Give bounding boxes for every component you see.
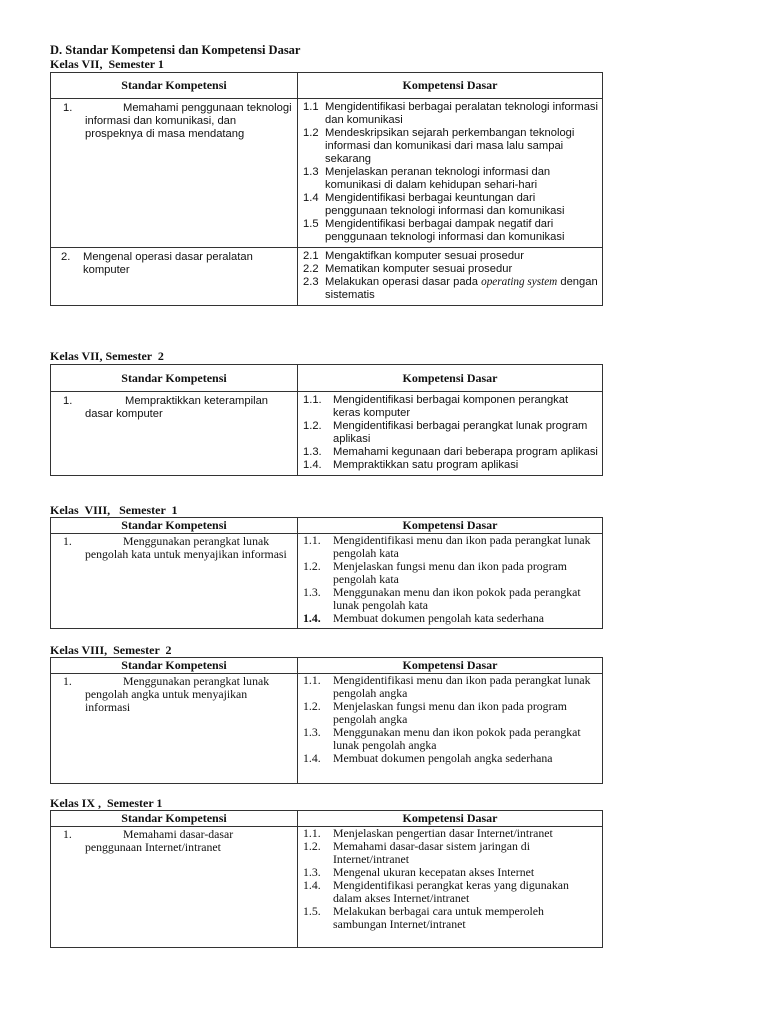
list-item	[303, 218, 598, 244]
kd-text: Mengidentifikasi berbagai komponen perangkat keras komputer	[333, 394, 569, 419]
list-item	[303, 586, 598, 612]
column-header-kompetensi-dasar: Kompetensi Dasar	[298, 518, 603, 534]
column-header-kompetensi-dasar: Kompetensi Dasar	[298, 365, 603, 392]
sk-text: Memahami penggunaan teknologi informasi dan komunikasi, dan prospeknya di masa mendatang	[85, 102, 292, 140]
list-item	[303, 192, 598, 218]
kd-text: Mendeskripsikan sejarah perkembangan teknologi informasi dan komunikasi dari masa lalu sampai sekarang	[325, 127, 575, 165]
sk-text	[51, 251, 293, 277]
kd-number: 1.3.	[303, 585, 321, 599]
table-row	[51, 534, 603, 629]
column-header-kompetensi-dasar: Kompetensi Dasar	[298, 811, 603, 827]
list-item	[303, 840, 598, 866]
kd-number: 1.4.	[303, 751, 321, 765]
kompetensi-dasar-list	[298, 674, 602, 783]
sk-text: Menggunakan perangkat lunak pengolah kata untuk menyajikan informasi	[85, 534, 287, 561]
kompetensi-dasar-list	[298, 392, 602, 475]
list-item	[303, 394, 598, 420]
list-item	[303, 446, 598, 459]
column-header-kompetensi-dasar: Kompetensi Dasar	[298, 658, 603, 674]
list-item	[303, 250, 598, 263]
kd-text: Mengidentifikasi perangkat keras yang digunakan dalam akses Internet/intranet	[333, 878, 569, 905]
column-header-standar-kompetensi: Standar Kompetensi	[51, 73, 298, 99]
table-row	[51, 392, 603, 476]
kd-text-before: Melakukan operasi dasar pada	[325, 276, 482, 288]
kd-number: 1.5	[303, 218, 319, 230]
list-item	[303, 726, 598, 752]
kd-text: Melakukan berbagai cara untuk memperoleh sambungan Internet/intranet	[333, 904, 544, 931]
kd-text: Mengidentifikasi berbagai keuntungan dari penggunaan teknologi informasi dan komunikasi	[325, 192, 565, 217]
sk-text: Memahami dasar-dasar penggunaan Internet/intranet	[85, 827, 234, 854]
kd-number: 2.1	[303, 250, 319, 262]
competency-table-kelas-viii-semester-1	[50, 517, 603, 629]
kd-text: Menggunakan menu dan ikon pokok pada perangkat lunak pengolah kata	[333, 585, 581, 612]
kd-number: 2.2	[303, 263, 319, 275]
standar-kompetensi-cell	[51, 674, 297, 717]
sk-number: 1.	[63, 395, 73, 407]
standar-kompetensi-cell	[51, 248, 297, 280]
list-item	[303, 101, 598, 127]
column-header-standar-kompetensi: Standar Kompetensi	[51, 518, 298, 534]
sk-number: 2.	[61, 251, 71, 263]
list-item	[303, 459, 598, 472]
kompetensi-dasar-list	[298, 99, 602, 247]
list-item	[303, 263, 598, 276]
kd-number: 1.2.	[303, 559, 321, 573]
kd-number: 1.4.	[303, 878, 321, 892]
list-item	[303, 752, 598, 765]
section-title-kelas-viii-semester-2: Kelas VIII, Semester 2	[50, 643, 172, 657]
kd-number: 1.3.	[303, 725, 321, 739]
section-title-kelas-viii-semester-1: Kelas VIII, Semester 1	[50, 503, 178, 517]
kd-text: Menjelaskan pengertian dasar Internet/intranet	[333, 826, 553, 840]
list-item	[303, 700, 598, 726]
list-item	[303, 166, 598, 192]
sk-number: 1.	[63, 534, 72, 548]
competency-table-kelas-vii-semester-1	[50, 72, 603, 306]
section-title-kelas-vii-semester-2: Kelas VII, Semester 2	[50, 349, 164, 363]
standar-kompetensi-cell	[51, 392, 297, 424]
kd-text: Mengaktifkan komputer sesuai prosedur	[325, 250, 524, 262]
column-header-standar-kompetensi: Standar Kompetensi	[51, 365, 298, 392]
standar-kompetensi-cell	[51, 99, 297, 144]
list-item	[303, 879, 598, 905]
kd-text: Membuat dokumen pengolah kata sederhana	[333, 611, 544, 625]
kd-text: Mengidentifikasi berbagai dampak negatif dari penggunaan teknologi informasi dan komunikasi	[325, 218, 565, 243]
list-item	[303, 674, 598, 700]
kd-number: 1.1.	[303, 533, 321, 547]
kd-text: Mengidentifikasi menu dan ikon pada perangkat lunak pengolah kata	[333, 533, 591, 560]
kompetensi-dasar-list	[298, 534, 602, 628]
list-item	[303, 905, 598, 931]
column-header-standar-kompetensi: Standar Kompetensi	[51, 658, 298, 674]
kompetensi-dasar-list	[298, 248, 602, 305]
standar-kompetensi-cell	[51, 534, 297, 564]
sk-text: Mempraktikkan keterampilan dasar komputer	[85, 395, 269, 420]
kompetensi-dasar-list	[298, 827, 602, 947]
kd-text: Mengidentifikasi berbagai perangkat lunak program aplikasi	[333, 420, 588, 445]
kd-text: Mengenal ukuran kecepatan akses Internet	[333, 865, 535, 879]
sk-text-content: Mengenal operasi dasar peralatan komputer	[83, 251, 253, 276]
document-heading: D. Standar Kompetensi dan Kompetensi Dasar	[50, 43, 301, 57]
list-item	[303, 127, 598, 166]
column-header-kompetensi-dasar: Kompetensi Dasar	[298, 73, 603, 99]
competency-table-kelas-vii-semester-2	[50, 364, 603, 476]
column-header-standar-kompetensi: Standar Kompetensi	[51, 811, 298, 827]
standar-kompetensi-cell	[51, 827, 297, 857]
list-item	[303, 276, 598, 302]
kd-text: Membuat dokumen pengolah angka sederhana	[333, 751, 553, 765]
kd-text: Memahami kegunaan dari beberapa program aplikasi	[333, 446, 598, 458]
kd-text: Menggunakan menu dan ikon pokok pada perangkat lunak pengolah angka	[333, 725, 581, 752]
table-row	[51, 248, 603, 306]
kd-text: Menjelaskan fungsi menu dan ikon pada program pengolah kata	[333, 559, 567, 586]
kd-text: Mengidentifikasi menu dan ikon pada perangkat lunak pengolah angka	[333, 673, 591, 700]
kd-number: 1.1.	[303, 394, 322, 406]
list-item	[303, 612, 598, 625]
sk-number: 1.	[63, 827, 72, 841]
table-row	[51, 674, 603, 784]
sk-text: Menggunakan perangkat lunak pengolah angka untuk menyajikan informasi	[85, 674, 270, 714]
kd-number: 1.2.	[303, 420, 322, 432]
list-item	[303, 534, 598, 560]
kd-text: Mempraktikkan satu program aplikasi	[333, 459, 519, 471]
kd-number: 1.1.	[303, 673, 321, 687]
list-item	[303, 560, 598, 586]
kd-number: 1.3	[303, 166, 319, 178]
kd-number: 2.3	[303, 276, 319, 288]
competency-table-kelas-ix-semester-1	[50, 810, 603, 948]
kd-number: 1.1	[303, 101, 319, 113]
kd-text	[325, 276, 598, 302]
table-row	[51, 99, 603, 248]
kd-number: 1.4.	[303, 611, 321, 625]
kd-number: 1.2.	[303, 699, 321, 713]
competency-table-kelas-viii-semester-2	[50, 657, 603, 784]
kd-text-after: dengan sistematis	[325, 276, 598, 301]
kd-number: 1.2	[303, 127, 319, 139]
kd-text-italic: operating system	[481, 276, 558, 288]
kd-number: 1.3.	[303, 446, 322, 458]
kd-number: 1.5.	[303, 904, 321, 918]
table-row	[51, 827, 603, 948]
kd-text: Mematikan komputer sesuai prosedur	[325, 263, 513, 275]
list-item	[303, 420, 598, 446]
section-title-kelas-vii-semester-1: Kelas VII, Semester 1	[50, 57, 164, 71]
sk-number: 1.	[63, 102, 73, 114]
section-title-kelas-ix-semester-1: Kelas IX , Semester 1	[50, 796, 163, 810]
kd-text: Menjelaskan fungsi menu dan ikon pada program pengolah angka	[333, 699, 567, 726]
kd-number: 1.4.	[303, 459, 322, 471]
kd-number: 1.3.	[303, 865, 321, 879]
kd-text: Mengidentifikasi berbagai peralatan teknologi informasi dan komunikasi	[325, 101, 599, 126]
kd-number: 1.4	[303, 192, 319, 204]
kd-number: 1.1.	[303, 826, 321, 840]
kd-text: Menjelaskan peranan teknologi informasi dan komunikasi di dalam kehidupan sehari-hari	[325, 166, 551, 191]
kd-text: Memahami dasar-dasar sistem jaringan di Internet/intranet	[333, 839, 530, 866]
sk-number: 1.	[63, 674, 72, 688]
kd-number: 1.2.	[303, 839, 321, 853]
